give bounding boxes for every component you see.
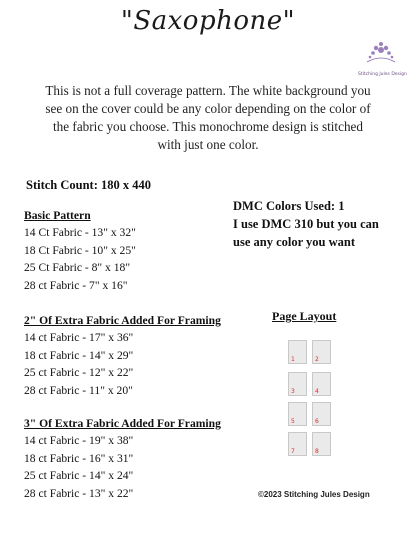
logo-text: Stitching Jules Design <box>358 72 407 77</box>
layout-page-thumbnail: 4 <box>312 372 331 396</box>
page-title: "Saxophone" <box>120 6 296 36</box>
dmc-colors-used: DMC Colors Used: 1 <box>233 199 345 213</box>
stitch-count: Stitch Count: 180 x 440 <box>26 178 152 192</box>
layout-page-thumbnail: 7 <box>288 432 307 456</box>
section-heading: 2" Of Extra Fabric Added For Framing <box>24 314 221 327</box>
copyright-text: ©2023 Stitching Jules Design <box>258 490 370 499</box>
three-inch-framing-section <box>24 415 221 502</box>
flower-icon <box>361 40 401 66</box>
list-item: 25 Ct Fabric - 8" x 18" <box>24 261 131 275</box>
list-item: 18 ct Fabric - 16" x 31" <box>24 451 134 465</box>
section-heading: 3" Of Extra Fabric Added For Framing <box>24 417 221 430</box>
list-item: 28 ct Fabric - 7" x 16" <box>24 278 128 292</box>
section-heading: Basic Pattern <box>24 209 91 222</box>
list-item: 28 ct Fabric - 11" x 20" <box>24 383 133 397</box>
intro-text: This is not a full coverage pattern. The white background you see on the cover could be any color depending on the color of the fabric you choose. This monochrome design is stitched with just one color. <box>45 83 371 152</box>
layout-page-thumbnail: 8 <box>312 432 331 456</box>
logo <box>358 40 407 77</box>
page-layout-title: Page Layout <box>272 309 337 323</box>
layout-page-thumbnail: 3 <box>288 372 307 396</box>
basic-pattern-section <box>24 207 136 294</box>
list-item: 14 Ct Fabric - 13" x 32" <box>24 226 136 240</box>
dmc-info <box>233 197 379 251</box>
layout-page-thumbnail: 2 <box>312 340 331 364</box>
list-item: 14 ct Fabric - 17" x 36" <box>24 331 134 345</box>
dmc-note-line-1: I use DMC 310 but you can <box>233 217 379 231</box>
layout-page-thumbnail: 5 <box>288 402 307 426</box>
list-item: 18 Ct Fabric - 10" x 25" <box>24 243 136 257</box>
list-item: 14 ct Fabric - 19" x 38" <box>24 434 134 448</box>
list-item: 25 ct Fabric - 12" x 22" <box>24 366 134 380</box>
layout-page-thumbnail: 6 <box>312 402 331 426</box>
dmc-note-line-2: use any color you want <box>233 235 356 249</box>
two-inch-framing-section <box>24 312 221 399</box>
list-item: 28 ct Fabric - 13" x 22" <box>24 486 134 500</box>
list-item: 25 ct Fabric - 14" x 24" <box>24 469 134 483</box>
layout-page-thumbnail: 1 <box>288 340 307 364</box>
list-item: 18 ct Fabric - 14" x 29" <box>24 348 134 362</box>
